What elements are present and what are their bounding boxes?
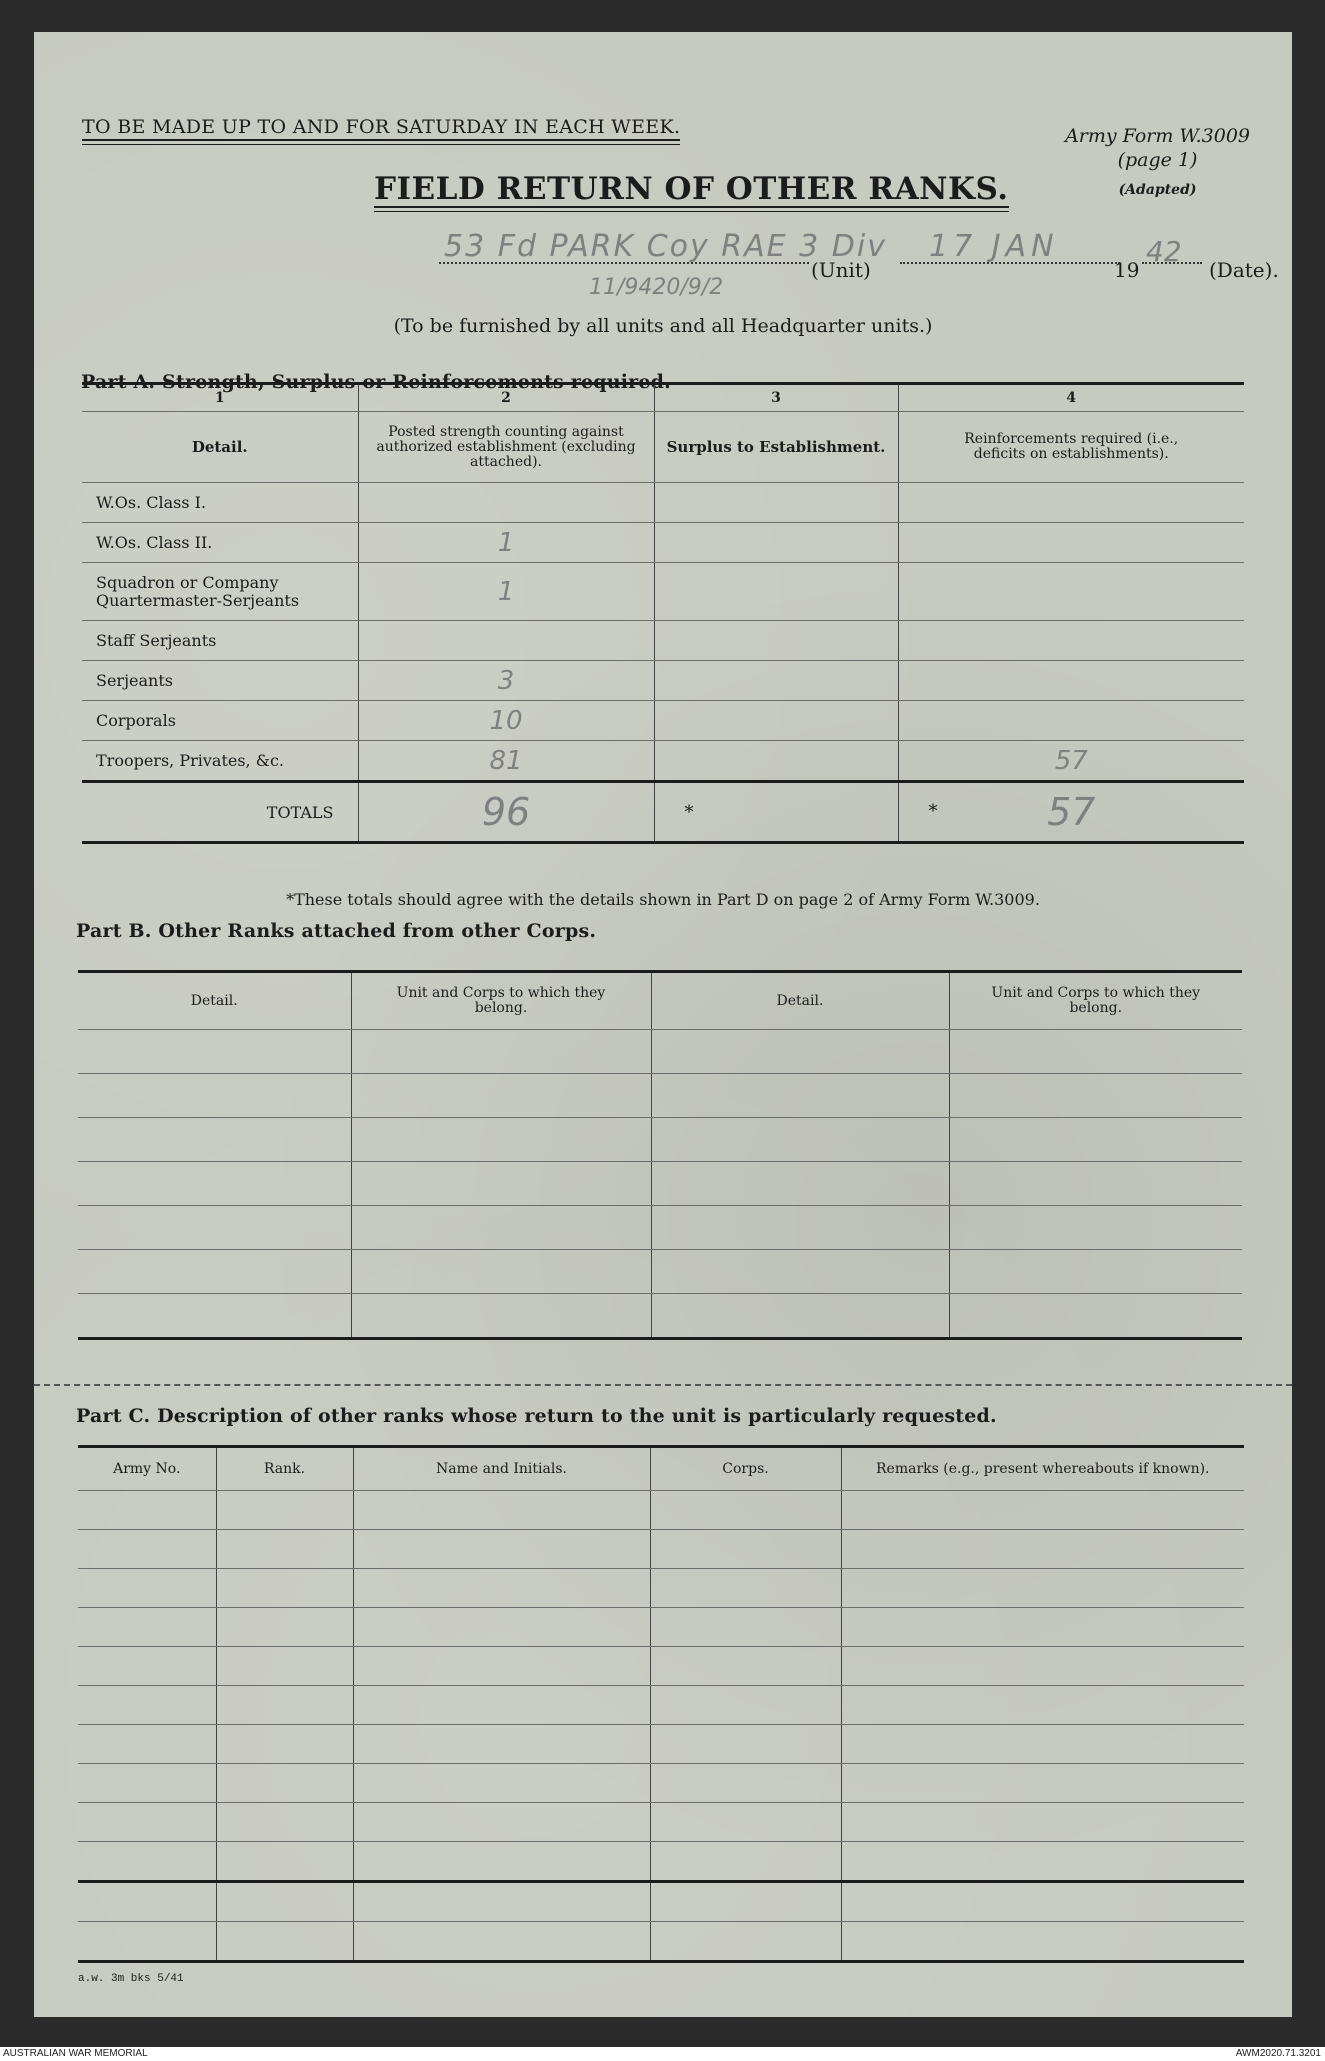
form-sheet (34, 32, 1292, 2017)
blank-cell (78, 1491, 216, 1530)
row-label: Troopers, Privates, &c. (82, 741, 358, 782)
col-header-unit-corps-text: Unit and Corps to which they belong. (396, 985, 606, 1016)
blank-cell (949, 1030, 1242, 1074)
surplus-value (654, 483, 898, 523)
col-header-rank: Rank. (216, 1447, 353, 1491)
blank-cell (841, 1922, 1244, 1962)
blank-cell (216, 1842, 353, 1882)
surplus-value (654, 741, 898, 782)
blank-cell (650, 1686, 841, 1725)
blank-cell (353, 1530, 650, 1569)
blank-row (78, 1074, 1242, 1118)
blank-row (78, 1294, 1242, 1339)
blank-cell (841, 1882, 1244, 1922)
table-row (82, 523, 1244, 563)
totals-posted-value: 96 (358, 782, 654, 843)
part-b-header-row (78, 972, 1242, 1030)
date-handwritten: 17 JAN (929, 229, 1059, 264)
blank-row (78, 1686, 1244, 1725)
totals-reinforcements-cell (898, 782, 1244, 843)
blank-cell (78, 1569, 216, 1608)
row-label (82, 563, 358, 621)
part-b-table (78, 970, 1242, 1340)
blank-row (78, 1206, 1242, 1250)
blank-cell (353, 1922, 650, 1962)
blank-cell (78, 1294, 351, 1339)
row-label: Staff Serjeants (82, 621, 358, 661)
col-header-reinforcements (898, 412, 1244, 483)
row-label: W.Os. Class I. (82, 483, 358, 523)
col-header-posted-text: Posted strength counting against authorized establishment (excluding attached). (376, 423, 636, 470)
archive-reference: AWM2020.71.3201 (1235, 2048, 1321, 2059)
blank-cell (353, 1686, 650, 1725)
blank-cell (841, 1569, 1244, 1608)
blank-cell (78, 1725, 216, 1764)
column-header-row (82, 412, 1244, 483)
blank-cell (841, 1842, 1244, 1882)
blank-row (78, 1803, 1244, 1842)
blank-cell (650, 1491, 841, 1530)
blank-cell (351, 1118, 651, 1162)
blank-cell (651, 1250, 949, 1294)
part-c-header-row (78, 1447, 1244, 1491)
blank-cell (78, 1647, 216, 1686)
posted-value: 81 (358, 741, 654, 782)
col-header-reinforcements-text: Reinforcements required (i.e., deficits on establishments). (964, 431, 1179, 462)
blank-cell (78, 1206, 351, 1250)
blank-cell (216, 1608, 353, 1647)
blank-cell (78, 1803, 216, 1842)
reinforcements-value (898, 563, 1244, 621)
blank-cell (650, 1530, 841, 1569)
blank-cell (949, 1294, 1242, 1339)
col-header-unit-corps (351, 972, 651, 1030)
blank-cell (78, 1250, 351, 1294)
blank-row (78, 1842, 1244, 1882)
blank-row (78, 1162, 1242, 1206)
blank-cell (651, 1118, 949, 1162)
totals-row (82, 782, 1244, 843)
col-number: 3 (654, 384, 898, 412)
blank-cell (650, 1725, 841, 1764)
blank-cell (78, 1764, 216, 1803)
blank-cell (216, 1764, 353, 1803)
posted-value: 3 (358, 661, 654, 701)
blank-cell (78, 1118, 351, 1162)
blank-cell (650, 1647, 841, 1686)
row-label: W.Os. Class II. (82, 523, 358, 563)
reinforcements-value (898, 661, 1244, 701)
table-row (82, 621, 1244, 661)
date-label: (Date). (1209, 258, 1279, 282)
reinforcements-value (898, 523, 1244, 563)
posted-value: 1 (358, 523, 654, 563)
blank-row (78, 1647, 1244, 1686)
blank-cell (650, 1803, 841, 1842)
blank-row (78, 1118, 1242, 1162)
blank-cell (650, 1764, 841, 1803)
weekly-instruction: TO BE MADE UP TO AND FOR SATURDAY IN EACH WEEK. (82, 116, 680, 141)
col-header-corps: Corps. (650, 1447, 841, 1491)
part-c-title: Part C. Description of other ranks whose return to the unit is particularly requested. (76, 1405, 997, 1427)
blank-row (78, 1491, 1244, 1530)
furnish-note: (To be furnished by all units and all Headquarter units.) (393, 315, 933, 337)
blank-cell (216, 1803, 353, 1842)
blank-cell (78, 1842, 216, 1882)
blank-cell (78, 1686, 216, 1725)
blank-row (78, 1882, 1244, 1922)
blank-cell (351, 1162, 651, 1206)
col-number: 2 (358, 384, 654, 412)
form-number-block (1065, 124, 1250, 202)
blank-cell (353, 1608, 650, 1647)
blank-cell (949, 1206, 1242, 1250)
unit-handwritten-reference: 11/9420/9/2 (589, 275, 724, 300)
col-header-unit-corps-text: Unit and Corps to which they belong. (991, 985, 1201, 1016)
totals-reinforcements-marker: * (928, 801, 938, 822)
blank-cell (353, 1842, 650, 1882)
col-header-unit-corps (949, 972, 1242, 1030)
blank-cell (78, 1922, 216, 1962)
blank-cell (841, 1725, 1244, 1764)
blank-cell (650, 1842, 841, 1882)
row-label: Serjeants (82, 661, 358, 701)
blank-cell (841, 1764, 1244, 1803)
blank-cell (949, 1162, 1242, 1206)
blank-cell (353, 1491, 650, 1530)
blank-cell (949, 1250, 1242, 1294)
archive-footer (0, 2047, 1325, 2061)
table-row (82, 563, 1244, 621)
row-label: Corporals (82, 701, 358, 741)
form-page: (page 1) (1117, 149, 1198, 171)
blank-row (78, 1922, 1244, 1962)
blank-cell (841, 1608, 1244, 1647)
blank-cell (353, 1882, 650, 1922)
form-number: Army Form W.3009 (1065, 125, 1250, 147)
blank-cell (216, 1725, 353, 1764)
surplus-value (654, 701, 898, 741)
blank-cell (216, 1530, 353, 1569)
col-header-remarks: Remarks (e.g., present whereabouts if known). (841, 1447, 1244, 1491)
blank-cell (650, 1608, 841, 1647)
surplus-value (654, 661, 898, 701)
blank-cell (651, 1294, 949, 1339)
totals-reinforcements-value: 57 (1047, 790, 1096, 834)
printer-mark: a.w. 3m bks 5/41 (78, 1973, 184, 1985)
col-header-detail: Detail. (78, 972, 351, 1030)
surplus-value (654, 563, 898, 621)
blank-cell (216, 1686, 353, 1725)
blank-cell (351, 1294, 651, 1339)
blank-cell (651, 1074, 949, 1118)
form-title: FIELD RETURN OF OTHER RANKS. (374, 171, 1009, 207)
blank-cell (650, 1569, 841, 1608)
table-row (82, 701, 1244, 741)
table-row (82, 483, 1244, 523)
blank-cell (78, 1162, 351, 1206)
unit-handwritten: 53 Fd PARK Coy RAE 3 Div (444, 229, 887, 264)
table-row (82, 741, 1244, 782)
blank-row (78, 1569, 1244, 1608)
reinforcements-value: 57 (898, 741, 1244, 782)
blank-cell (351, 1206, 651, 1250)
blank-cell (216, 1491, 353, 1530)
col-header-army-no: Army No. (78, 1447, 216, 1491)
part-c-table (78, 1445, 1244, 1963)
blank-row (78, 1250, 1242, 1294)
blank-row (78, 1030, 1242, 1074)
part-a-title: Part A. Strength, Surplus or Reinforcements required. (81, 371, 671, 393)
blank-cell (650, 1882, 841, 1922)
blank-cell (353, 1725, 650, 1764)
column-number-row (82, 384, 1244, 412)
blank-cell (78, 1608, 216, 1647)
blank-cell (351, 1074, 651, 1118)
blank-cell (351, 1250, 651, 1294)
blank-cell (651, 1162, 949, 1206)
blank-cell (841, 1686, 1244, 1725)
reinforcements-value (898, 621, 1244, 661)
part-b-title: Part B. Other Ranks attached from other Corps. (76, 920, 597, 942)
blank-cell (78, 1074, 351, 1118)
blank-cell (650, 1922, 841, 1962)
blank-cell (216, 1922, 353, 1962)
surplus-value (654, 523, 898, 563)
col-header-name: Name and Initials. (353, 1447, 650, 1491)
blank-cell (216, 1647, 353, 1686)
blank-cell (353, 1764, 650, 1803)
col-header-detail: Detail. (82, 412, 358, 483)
blank-cell (841, 1803, 1244, 1842)
year-prefix: 19 (1114, 258, 1140, 282)
blank-cell (841, 1491, 1244, 1530)
col-header-posted (358, 412, 654, 483)
surplus-value (654, 621, 898, 661)
table-row (82, 661, 1244, 701)
posted-value (358, 621, 654, 661)
reinforcements-value (898, 701, 1244, 741)
blank-row (78, 1725, 1244, 1764)
blank-cell (78, 1530, 216, 1569)
col-number: 1 (82, 384, 358, 412)
perforation-line (34, 1384, 1292, 1386)
row-label-text: Squadron or Company Quartermaster-Serjeants (96, 572, 300, 610)
form-adapted: (Adapted) (1118, 182, 1197, 198)
totals-footnote: *These totals should agree with the details shown in Part D on page 2 of Army Form W.3009. (286, 890, 1040, 909)
blank-row (78, 1764, 1244, 1803)
blank-cell (651, 1206, 949, 1250)
col-header-surplus: Surplus to Establishment. (654, 412, 898, 483)
blank-cell (351, 1030, 651, 1074)
blank-cell (841, 1530, 1244, 1569)
blank-cell (216, 1882, 353, 1922)
blank-cell (949, 1074, 1242, 1118)
posted-value: 10 (358, 701, 654, 741)
totals-label: TOTALS (82, 782, 358, 843)
blank-cell (353, 1803, 650, 1842)
blank-cell (353, 1569, 650, 1608)
year-handwritten: 42 (1146, 235, 1182, 268)
blank-cell (353, 1647, 650, 1686)
posted-value (358, 483, 654, 523)
col-header-detail: Detail. (651, 972, 949, 1030)
blank-cell (216, 1569, 353, 1608)
totals-surplus-marker: * (654, 782, 898, 843)
archive-name: AUSTRALIAN WAR MEMORIAL (3, 2048, 148, 2059)
blank-cell (949, 1118, 1242, 1162)
col-number: 4 (898, 384, 1244, 412)
blank-cell (78, 1030, 351, 1074)
blank-row (78, 1530, 1244, 1569)
blank-cell (841, 1647, 1244, 1686)
part-a-table (82, 382, 1244, 844)
unit-label: (Unit) (811, 258, 871, 282)
blank-cell (651, 1030, 949, 1074)
reinforcements-value (898, 483, 1244, 523)
blank-cell (78, 1882, 216, 1922)
blank-row (78, 1608, 1244, 1647)
posted-value: 1 (358, 563, 654, 621)
